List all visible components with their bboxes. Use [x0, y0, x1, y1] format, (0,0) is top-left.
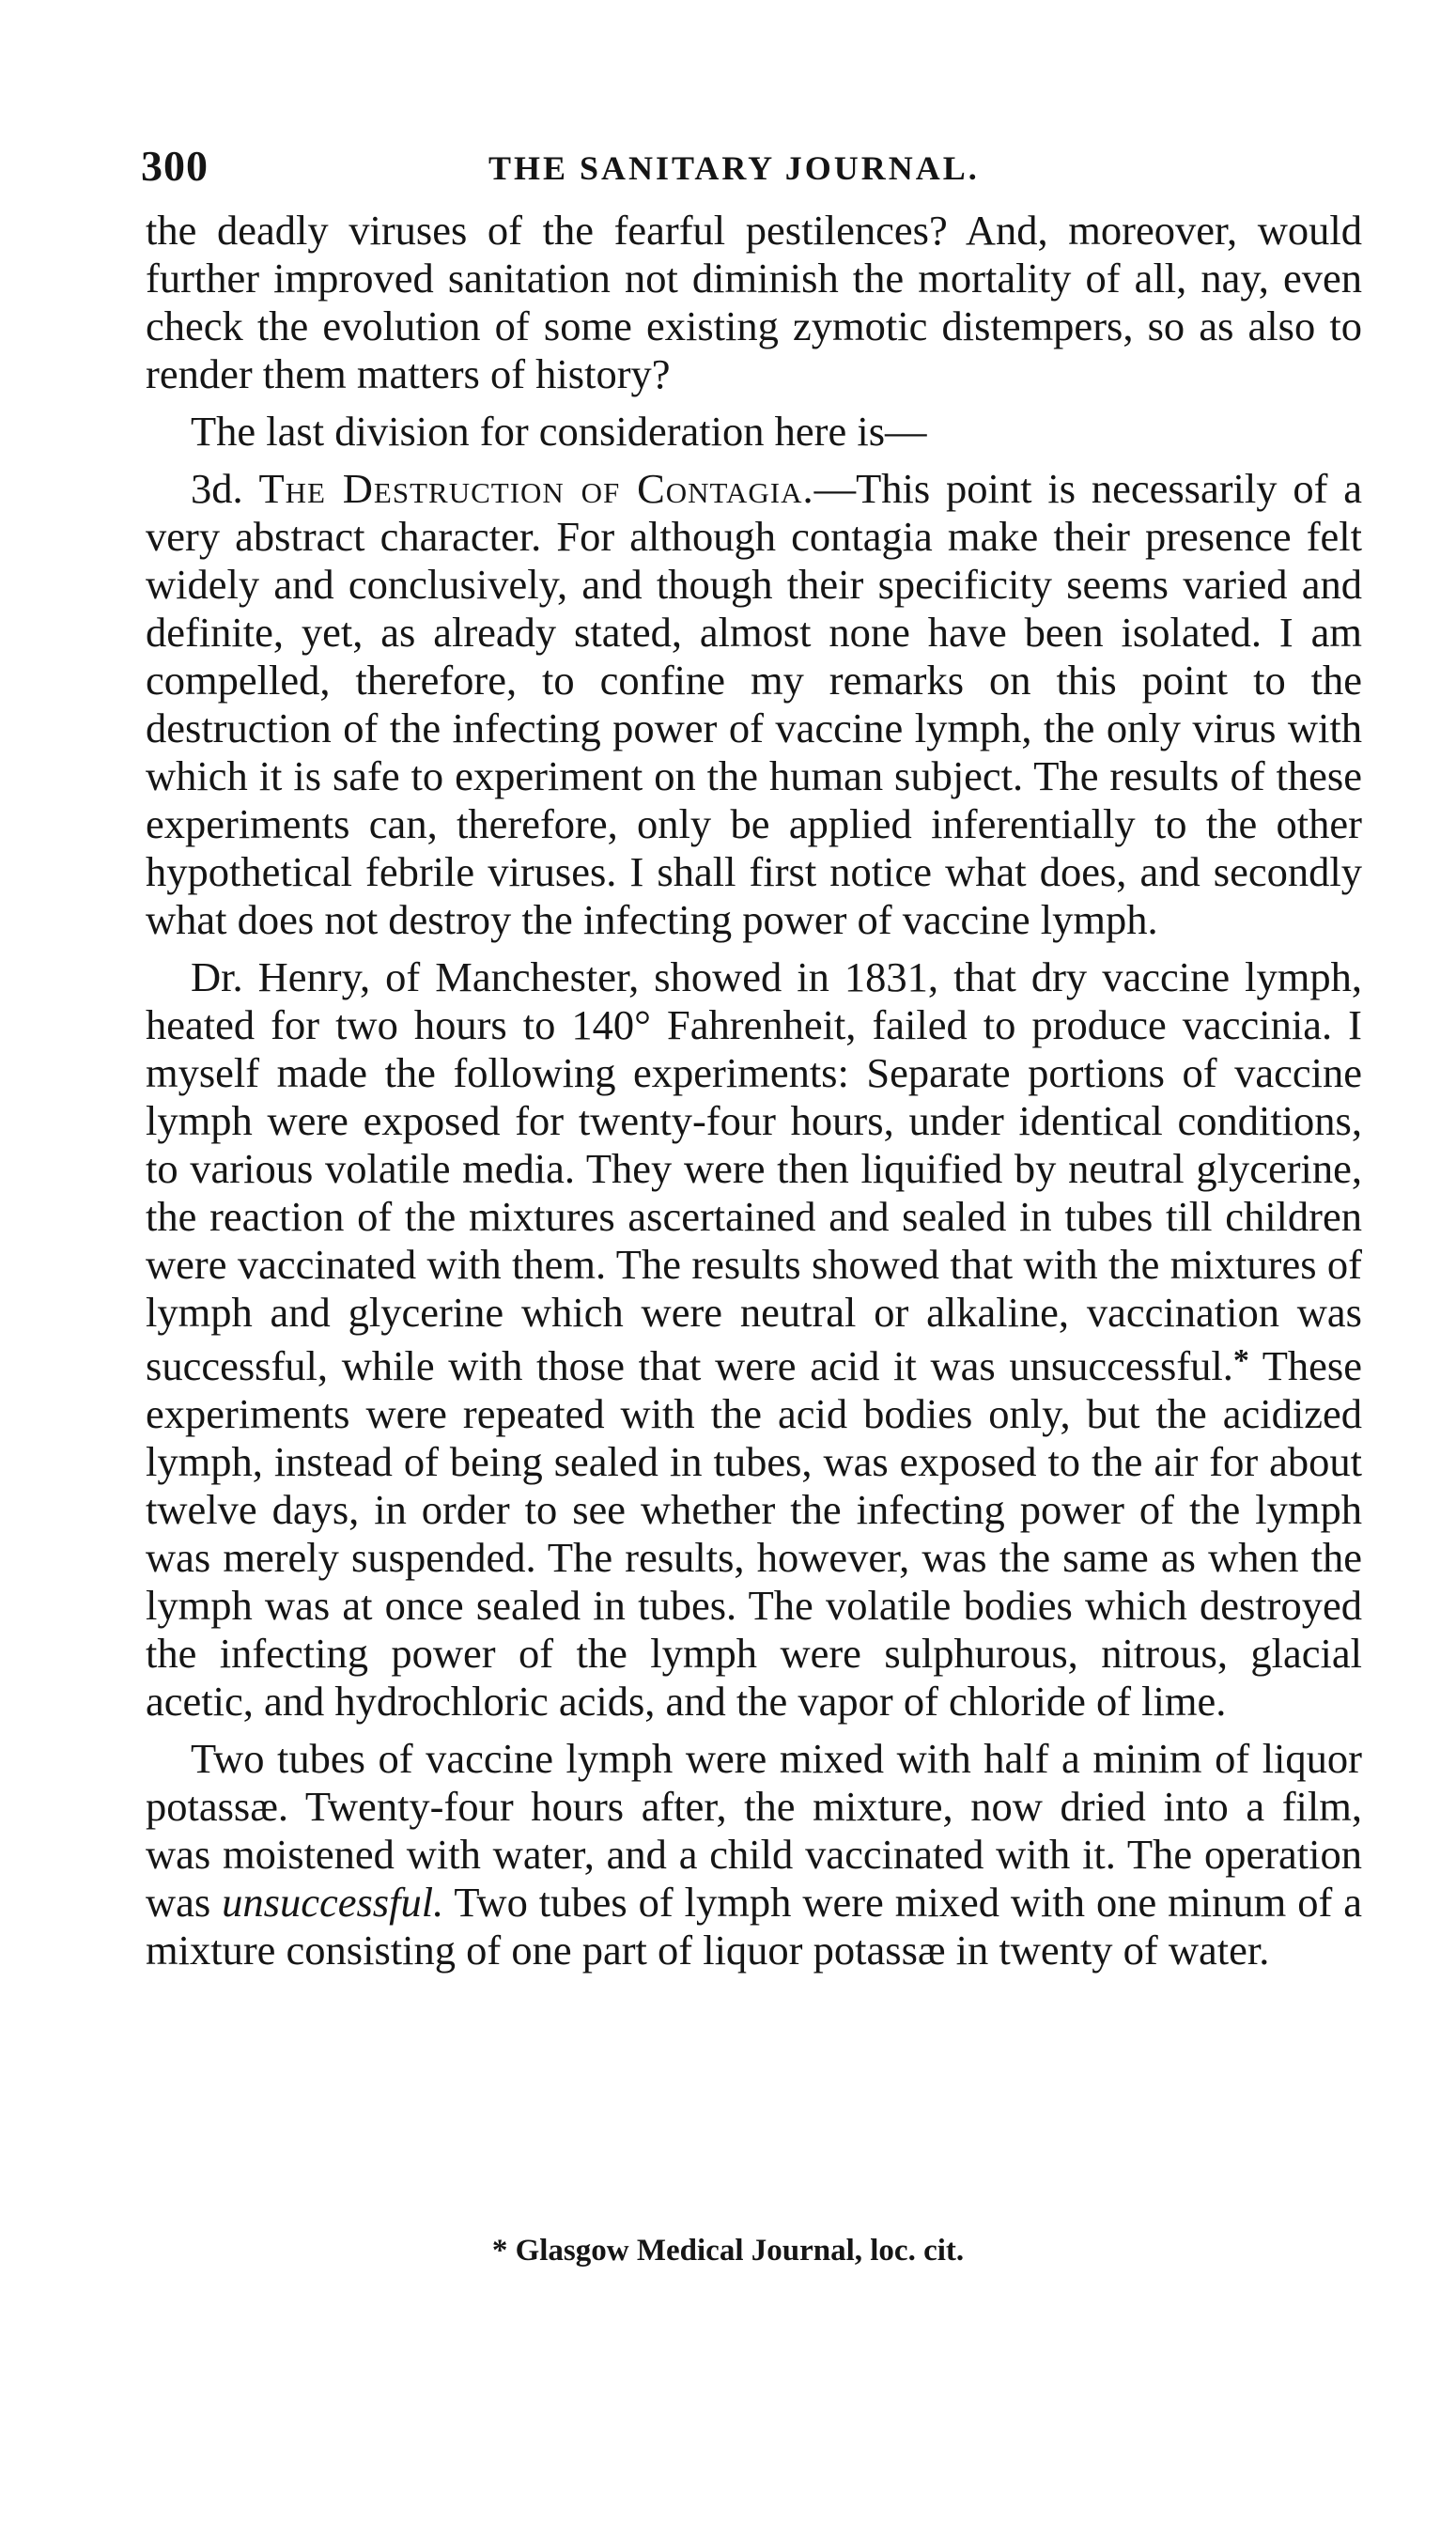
paragraph-text: —This point is necessarily of a very abstract character. For although contagia make their presence felt widely and conclusively, and though their specificity seems varied and definite, yet, as already stated, almost none have been isolated. I am compelled, therefore, to confine my remarks on this point to the destruction of the infecting power of vaccine lymph, the only virus with which it is safe to experiment on the human subject. The results of these experiments can, therefore, only be applied inferentially to the other hypothetical febrile viruses. I shall first notice what does, and secondly what does not destroy the infecting power of vaccine lymph. [146, 465, 1363, 943]
section-heading: The Destruction of Contagia. [258, 465, 814, 512]
paragraph-division-intro [146, 408, 1362, 456]
paragraph-text: Two tubes of vaccine lymph were mixed with half a minim of liquor potassæ. Twenty-four hours after, the mixture, now dried into a film, was moistened with water, and a child vaccinated with it. The operation was [146, 1735, 1362, 1926]
paragraph-dr-henry-experiments [146, 953, 1362, 1726]
paragraph-text: Dr. Henry, of Manchester, showed in 1831, that dry vaccine lymph, heated for two hours to 140° Fahrenheit, failed to produce vaccinia. I myself made the following experiments: Separate portions of vaccine lymph were exposed for twenty-four hours, under identical conditions, to various volatile media. They were then liquified by neutral glycerine, the reaction of the mixtures ascertained and sealed in tubes till children were vaccinated with them. The results showed that with the mixtures of lymph and glycerine which were neutral or alkaline, vaccination was successful, while with those that were acid it was unsuccessful. [146, 953, 1362, 1389]
paragraph-text: The last division for consideration here is— [191, 408, 927, 455]
paragraph-text-continued: Two tubes of lymph were mixed with one minum of a mixture consisting of one part of liquor potassæ in twenty of water. [146, 1879, 1362, 1974]
paragraph-continuation [146, 207, 1362, 398]
running-head [141, 141, 1362, 207]
section-number: 3d. [191, 465, 259, 512]
footnote-reference-mark: * [1232, 1343, 1249, 1378]
paragraph-text-continued: These experiments were repeated with the acid bodies only, but the acidized lymph, instead of being sealed in tubes, was exposed to the air for about twelve days, in order to see whether the infecting power of the lymph was merely suspended. The results, however, was the same as when the lymph was at once sealed in tubes. The volatile bodies which destroyed the infecting power of the lymph were sulphurous, nitrous, glacial acetic, and hydrochloric acids, and the vapor of chloride of lime. [146, 1342, 1362, 1725]
page-number: 300 [141, 142, 209, 190]
emphasized-text: unsuccessful. [222, 1879, 444, 1926]
paragraph-destruction-of-contagia [146, 465, 1362, 944]
footnote [0, 2234, 1456, 2268]
text-body [146, 207, 1362, 1984]
paragraph-liquor-potassae [146, 1735, 1362, 1974]
footnote-mark: * [491, 2234, 508, 2268]
running-title: THE SANITARY JOURNAL. [488, 149, 980, 187]
footnote-text: Glasgow Medical Journal, loc. cit. [515, 2234, 965, 2268]
paragraph-text: the deadly viruses of the fearful pestilences? And, moreover, would further improved sanitation not diminish the mortality of all, nay, even check the evolution of some existing zymotic distempers, so as also to render them matters of history? [146, 207, 1362, 397]
